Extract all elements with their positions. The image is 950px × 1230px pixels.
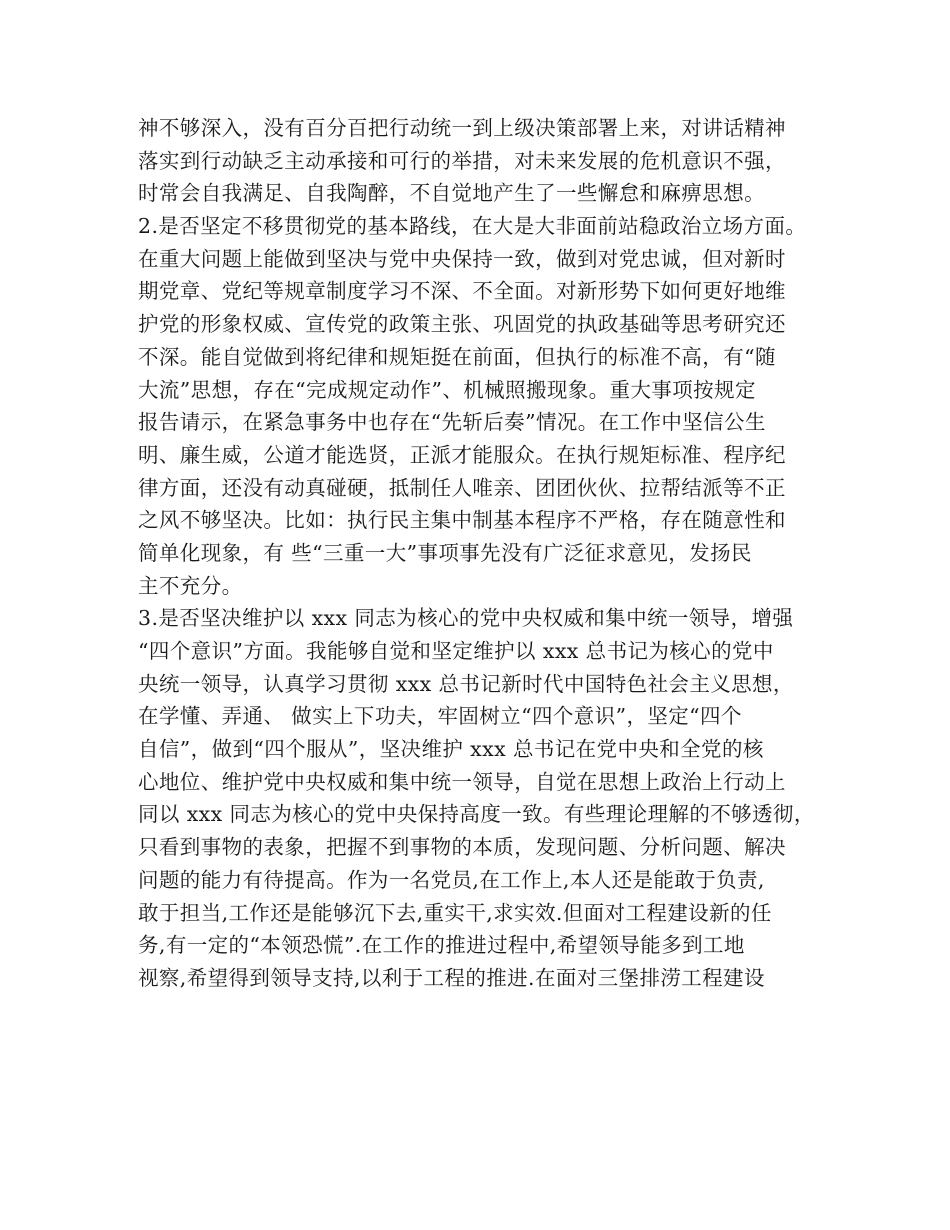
text-line: 神不够深入，没有百分百把行动统一到上级决策部署上来，对讲话精神 <box>138 116 786 140</box>
body-text <box>138 112 838 995</box>
text-line: 明、廉生威，公道才能选贤，正派才能服众。在执行规矩标准、程序纪 <box>138 442 786 467</box>
text-line: 之风不够坚决。比如：执行民主集中制基本程序不严格，存在随意性和 <box>138 508 786 533</box>
text-line: 敢于担当,工作还是能够沉下去,重实干,求实效.但面对工程建设新的任 <box>138 900 772 925</box>
text-line: 3.是否坚决维护以 xxx 同志为核心的党中央权威和集中统一领导，增强 <box>138 606 794 631</box>
text-line: 报告请示，在紧急事务中也存在“先斩后奏”情况。在工作中坚信公生 <box>138 410 766 435</box>
text-line: 心地位、维护党中央权威和集中统一领导，自觉在思想上政治上行动上 <box>138 769 786 794</box>
text-line: 时常会自我满足、自我陶醉，不自觉地产生了一些懈怠和麻痹思想。 <box>138 181 765 206</box>
text-line: 2.是否坚定不移贯彻党的基本路线，在大是大非面前站稳政治立场方面。 <box>138 214 807 239</box>
text-line: 问题的能力有待提高。作为一名党员,在工作上,本人还是能敢于负责, <box>138 867 765 892</box>
text-line: 简单化现象，有 些“三重一大”事项事先没有广泛征求意见，发扬民 <box>138 540 752 565</box>
text-line: 只看到事物的表象，把握不到事物的本质，发现问题、分析问题、解决 <box>138 835 786 860</box>
text-line: 主不充分。 <box>138 573 243 598</box>
text-line: 视察,希望得到领导支持,以利于工程的推进.在面对三堡排涝工程建设 <box>138 965 765 990</box>
text-line: 自信”，做到“四个服从”，坚决维护 xxx 总书记在党中央和全党的核 <box>138 737 764 762</box>
text-line: 务,有一定的“本领恐慌”.在工作的推进过程中,希望领导能多到工地 <box>138 933 745 958</box>
text-line: 在重大问题上能做到坚决与党中央保持一致，做到对党忠诚，但对新时 <box>138 246 786 271</box>
text-line: 大流”思想，存在“完成规定动作”、机械照搬现象。重大事项按规定 <box>138 377 756 402</box>
text-line: 落实到行动缺乏主动承接和可行的举措，对未来发展的危机意识不强， <box>138 148 786 173</box>
text-line: 期党章、党纪等规章制度学习不深、不全面。对新形势下如何更好地维 <box>138 279 786 304</box>
text-line: 同以 xxx 同志为核心的党中央保持高度一致。有些理论理解的不够透彻， <box>138 802 815 827</box>
text-line: 律方面，还没有动真碰硬，抵制任人唯亲、团团伙伙、拉帮结派等不正 <box>138 475 786 500</box>
text-line: “四个意识”方面。我能够自觉和坚定维护以 xxx 总书记为核心的党中 <box>138 639 774 663</box>
text-line: 央统一领导，认真学习贯彻 xxx 总书记新时代中国特色社会主义思想， <box>138 671 794 696</box>
text-line: 护党的形象权威、宣传党的政策主张、巩固党的执政基础等思考研究还 <box>138 312 786 337</box>
text-line: 不深。能自觉做到将纪律和规矩挺在前面，但执行的标准不高，有“随 <box>138 344 776 369</box>
text-line: 在学懂、弄通、 做实上下功夫，牢固树立“四个意识”，坚定“四个 <box>138 704 742 729</box>
